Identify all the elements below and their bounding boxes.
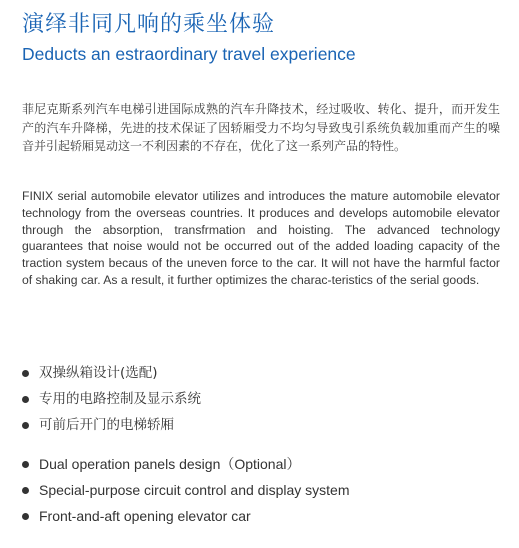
feature-text: Dual operation panels design（Optional） <box>39 456 301 472</box>
title-chinese: 演绎非同凡响的乘坐体验 <box>22 12 276 37</box>
bullet-icon <box>22 461 29 468</box>
bullet-icon <box>22 487 29 494</box>
feature-text: 专用的电路控制及显示系统 <box>39 391 201 407</box>
feature-text: Front-and-aft opening elevator car <box>39 508 251 524</box>
feature-list-chinese <box>22 360 201 438</box>
list-item <box>22 412 201 438</box>
bullet-icon <box>22 396 29 403</box>
title-english: Deducts an estraordinary travel experience <box>22 44 356 64</box>
paragraph-chinese: 菲尼克斯系列汽车电梯引进国际成熟的汽车升降技术，经过吸收、转化、提升，而开发生产的汽车升降梯，先进的技术保证了因轿厢受力不均匀导致曳引系统负载加重而产生的噪音并引起轿厢晃动这一不利因素的不存在，优化了这一系列产品的特性。 <box>22 102 500 153</box>
feature-text: 双操纵箱设计(选配) <box>39 365 158 381</box>
list-item <box>22 503 349 529</box>
feature-list-english <box>22 451 349 529</box>
feature-text: 可前后开门的电梯轿厢 <box>39 417 174 433</box>
bullet-icon <box>22 513 29 520</box>
bullet-icon <box>22 422 29 429</box>
list-item <box>22 386 201 412</box>
list-item <box>22 451 349 477</box>
paragraph-english: FINIX serial automobile elevator utilizes and introduces the mature automobile elevator technology from the overseas countries. It produces and develops automobile elevator through the absorption, transfrmation and hoisting. The advanced technology guarantees that noise would not be occurred out of the added loading capacity of the traction system becaus of the uneven force to the car. It will not have the harmful factor of shaking car. As a result, it further optimizes the charac-teristics of the serial goods. <box>22 189 500 287</box>
list-item <box>22 477 349 503</box>
feature-text: Special-purpose circuit control and display system <box>39 482 350 498</box>
list-item <box>22 360 201 386</box>
bullet-icon <box>22 370 29 377</box>
